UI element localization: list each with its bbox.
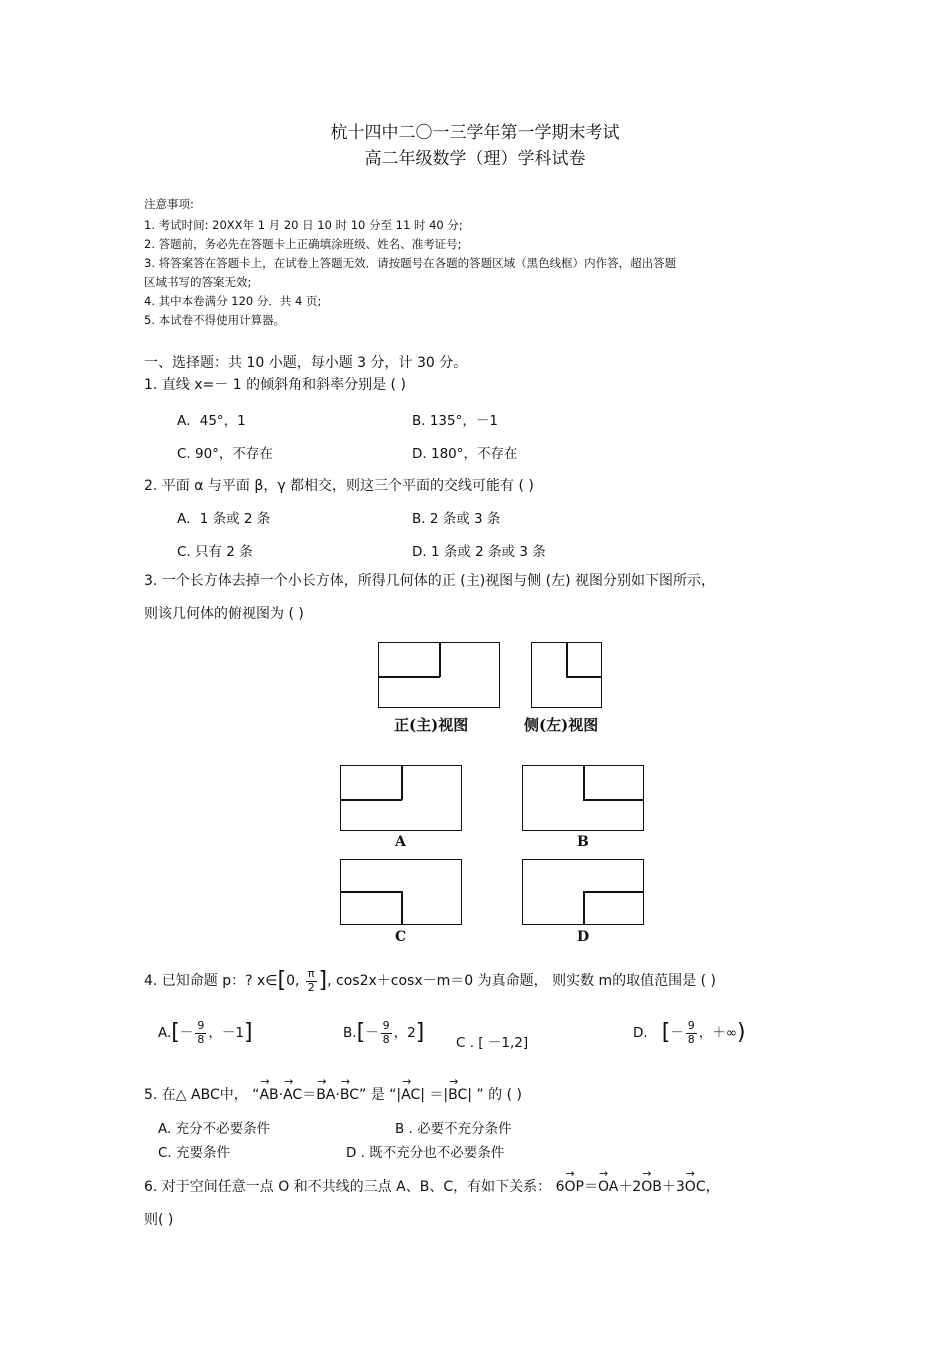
left-bracket: [	[661, 1020, 671, 1046]
q1-option-d: D. 180°，不存在	[412, 446, 518, 462]
q4-d-rest: ，＋∞	[698, 1025, 738, 1042]
q1-option-b: B. 135°，－1	[412, 413, 498, 429]
q4-option-d	[633, 1020, 746, 1046]
q4-option-a	[158, 1020, 253, 1046]
question-3-stem-line2: 则该几何体的俯视图为 ( )	[144, 606, 304, 622]
vector-ob: → OB	[641, 1179, 662, 1195]
vector-oc: → OC	[685, 1179, 706, 1195]
q6-prefix: 6. 对于空间任意一点 O 和不共线的三点 A、B、C，有如下关系： 6	[144, 1179, 565, 1195]
vector-ba: → BA	[316, 1087, 335, 1103]
q3-option-c-label: C	[395, 929, 407, 945]
q3-option-b-figure	[522, 765, 644, 831]
fraction	[195, 1020, 206, 1046]
q5-prefix: 5. 在△ ABC中， “	[144, 1087, 260, 1103]
q4-option-b	[343, 1020, 424, 1046]
minus-sign: －	[365, 1025, 379, 1042]
q5-option-c: C. 充要条件	[158, 1145, 231, 1161]
plus-term: ＋3	[661, 1179, 685, 1195]
q4-a-label: A.	[158, 1025, 172, 1042]
q4-b-label: B.	[343, 1025, 357, 1042]
q5-option-b: B . 必要不充分条件	[395, 1121, 512, 1137]
right-bracket: ]	[318, 968, 328, 994]
question-4-stem: 4. 已知命题 p：? x∈[0, $\frac{\pi}{2}$ ], cos2x＋cosx－m＝0 为真命题， 则实数 m的取值范围是 ( )	[144, 967, 716, 994]
vector-ac: → AC	[401, 1087, 420, 1103]
right-bracket: ]	[415, 1020, 425, 1046]
vector-op: → OP	[565, 1179, 584, 1195]
pi-over-2-fraction	[306, 968, 317, 994]
minus-sign: －	[179, 1025, 194, 1042]
note-item: 5. 本试卷不得使用计算器。	[144, 313, 286, 327]
note-item: 区域书写的答案无效;	[144, 275, 252, 289]
q3-option-c-figure	[340, 859, 462, 925]
q5-option-d: D . 既不充分也不必要条件	[346, 1145, 505, 1161]
q3-option-a-figure	[340, 765, 462, 831]
minus-sign: －	[670, 1025, 684, 1042]
q1-option-c: C. 90°，不存在	[177, 446, 273, 462]
q5-option-a: A. 充分不必要条件	[158, 1121, 271, 1137]
vector-bc: → BC	[448, 1087, 467, 1103]
fraction-denominator: 8	[197, 1032, 205, 1046]
equals-sign: ＝	[583, 1179, 598, 1195]
q3-option-d-figure	[522, 859, 644, 925]
q2-option-b: B. 2 条或 3 条	[412, 511, 501, 527]
section-heading: 一、选择题：共 10 小题，每小题 3 分，计 30 分。	[144, 355, 468, 371]
q3-option-a-label: A	[395, 834, 406, 850]
q4-prefix: 4. 已知命题 p：? x∈	[144, 973, 278, 990]
fraction	[381, 1020, 392, 1046]
question-3-stem: 3. 一个长方体去掉一个小长方体，所得几何体的正 (主)视图与侧 (左) 视图分别如下图所示，	[144, 573, 716, 589]
fraction-denominator: 8	[687, 1032, 695, 1046]
dot-operator: ·	[278, 1087, 284, 1103]
vector-bc: → BC	[340, 1087, 359, 1103]
front-view-label: 正(主)视图	[394, 716, 469, 734]
q2-option-a: A．1 条或 2 条	[177, 511, 271, 527]
question-5-stem	[144, 1084, 522, 1104]
fraction-numerator: 9	[382, 1019, 390, 1032]
question-2-stem: 2. 平面 α 与平面 β，γ 都相交，则这三个平面的交线可能有 ( )	[144, 478, 534, 494]
comma: ，	[705, 1179, 720, 1195]
side-view-label: 侧(左)视图	[524, 716, 599, 734]
note-item: 2. 答题前，务必先在答题卡上正确填涂班级、姓名、准考证号;	[144, 237, 462, 251]
equals-sign: ＝	[302, 1087, 317, 1103]
notes-heading: 注意事项:	[144, 197, 194, 211]
left-bracket: [	[171, 1020, 180, 1046]
exam-title: 杭十四中二〇一三学年第一学期末考试	[330, 123, 620, 143]
fraction-numerator: 9	[687, 1019, 695, 1032]
plus-term: ＋2	[618, 1179, 642, 1195]
fraction	[686, 1020, 697, 1046]
q5-mid: ” 是 “|	[358, 1087, 402, 1103]
dot-operator: ·	[335, 1087, 340, 1103]
q3-option-d-label: D	[577, 929, 590, 945]
q5-end: | ” 的 ( )	[467, 1087, 522, 1103]
q4-a-rest: ，－1	[208, 1025, 244, 1042]
fraction-numerator: π	[307, 967, 315, 980]
fraction-denominator: 8	[382, 1032, 390, 1046]
left-bracket: [	[277, 968, 287, 994]
q2-option-c: C. 只有 2 条	[177, 544, 253, 560]
note-item: 3. 将答案答在答题卡上，在试卷上答题无效．请按题号在各题的答题区域（黑色线框）内作答，超出答题	[144, 256, 677, 270]
right-bracket: ]	[243, 1020, 253, 1046]
side-view-figure	[531, 642, 602, 708]
right-paren: )	[737, 1020, 746, 1046]
q3-option-b-label: B	[577, 834, 589, 850]
q5-eq2: | ＝|	[420, 1087, 449, 1103]
vector-ac: → AC	[283, 1087, 302, 1103]
question-1-stem: 1. 直线 x=－ 1 的倾斜角和斜率分别是 ( )	[144, 377, 406, 393]
question-6-stem	[144, 1176, 720, 1196]
q4-interval-left: 0,	[286, 973, 300, 990]
vector-oa: → OA	[598, 1179, 618, 1195]
q4-b-rest: ，2	[393, 1025, 416, 1042]
fraction-numerator: 9	[197, 1019, 205, 1032]
note-item: 1. 考试时间: 20XX年 1 月 20 日 10 时 10 分至 11 时 40 分;	[144, 218, 463, 232]
fraction-denominator: 2	[307, 980, 315, 994]
vector-ab: → AB	[259, 1087, 278, 1103]
note-item: 4. 其中本卷满分 120 分．共 4 页;	[144, 294, 322, 308]
exam-subtitle: 高二年级数学（理）学科试卷	[364, 149, 586, 169]
q1-option-a: A．45°，1	[177, 413, 246, 429]
left-bracket: [	[356, 1020, 366, 1046]
q2-option-d: D. 1 条或 2 条或 3 条	[412, 544, 546, 560]
front-view-figure	[378, 642, 500, 708]
q4-suffix: cos2x＋cosx－m＝0 为真命题， 则实数 m的取值范围是 ( )	[336, 973, 716, 990]
q4-option-c: C . [ －1,2]	[456, 1035, 529, 1051]
q4-d-label: D.	[633, 1025, 648, 1042]
question-6-line2: 则( )	[144, 1212, 174, 1228]
